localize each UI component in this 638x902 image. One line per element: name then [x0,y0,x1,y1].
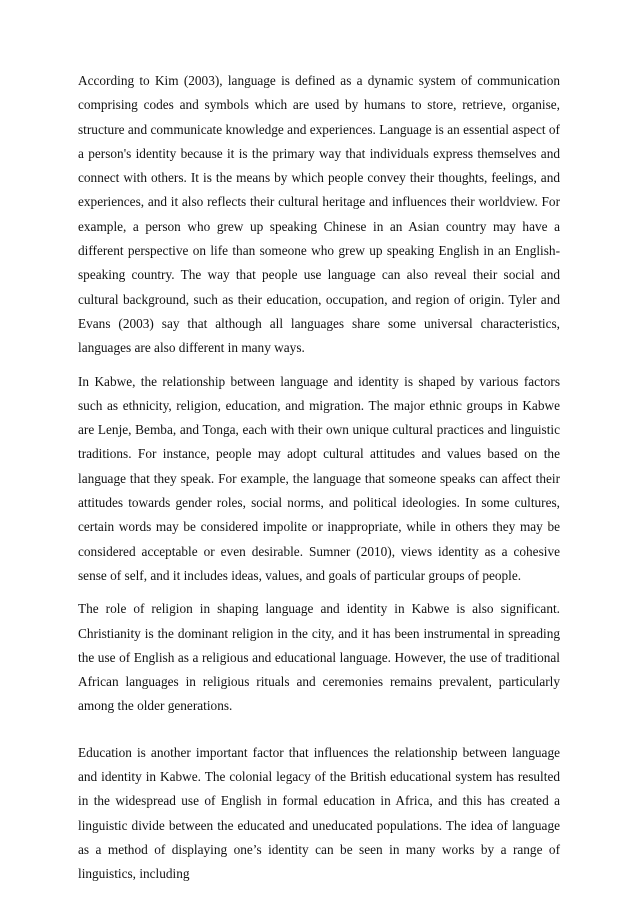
body-text [78,69,560,887]
paragraph-language-definition: According to Kim (2003), language is defined as a dynamic system of communication comprising codes and symbols which are used by humans to store, retrieve, organise, structure and communicate knowledge and experiences. Language is an essential aspect of a person's identity because it is the primary way that individuals express themselves and connect with others. It is the means by which people convey their thoughts, feelings, and experiences, and it also reflects their cultural heritage and influences their worldview. For example, a person who grew up speaking Chinese in an Asian country may have a different perspective on life than someone who grew up speaking English in an English-speaking country. The way that people use language can also reveal their social and cultural background, such as their education, occupation, and region of origin. Tyler and Evans (2003) say that although all languages share some universal characteristics, languages are also different in many ways. [78,73,560,356]
paragraph-kabwe-identity-factors: In Kabwe, the relationship between language and identity is shaped by various factors such as ethnicity, religion, education, and migration. The major ethnic groups in Kabwe are Lenje, Bemba, and Tonga, each with their own unique cultural practices and linguistic traditions. For instance, people may adopt cultural attitudes and values based on the language that they speak. For example, the language that someone speaks can affect their attitudes towards gender roles, social norms, and political ideologies. In some cultures, certain words may be considered impolite or inappropriate, while in others they may be considered acceptable or even desirable. Sumner (2010), views identity as a cohesive sense of self, and it includes ideas, values, and goals of particular groups of people. [78,373,560,583]
paragraph-religion-role: The role of religion in shaping language and identity in Kabwe is also significant. Christianity is the dominant religion in the city, and it has been instrumental in spreading the use of English as a religious and educational language. However, the use of traditional African languages in religious rituals and ceremonies remains prevalent, particularly among the older generations. [78,601,560,714]
paragraph-education-factor: Education is another important factor that influences the relationship between language and identity in Kabwe. The colonial legacy of the British educational system has resulted in the widespread use of English in formal education in Africa, and this has created a linguistic divide between the educated and uneducated populations. The idea of language as a method of displaying one’s identity can be seen in many works by a range of linguistics, including [78,744,560,882]
